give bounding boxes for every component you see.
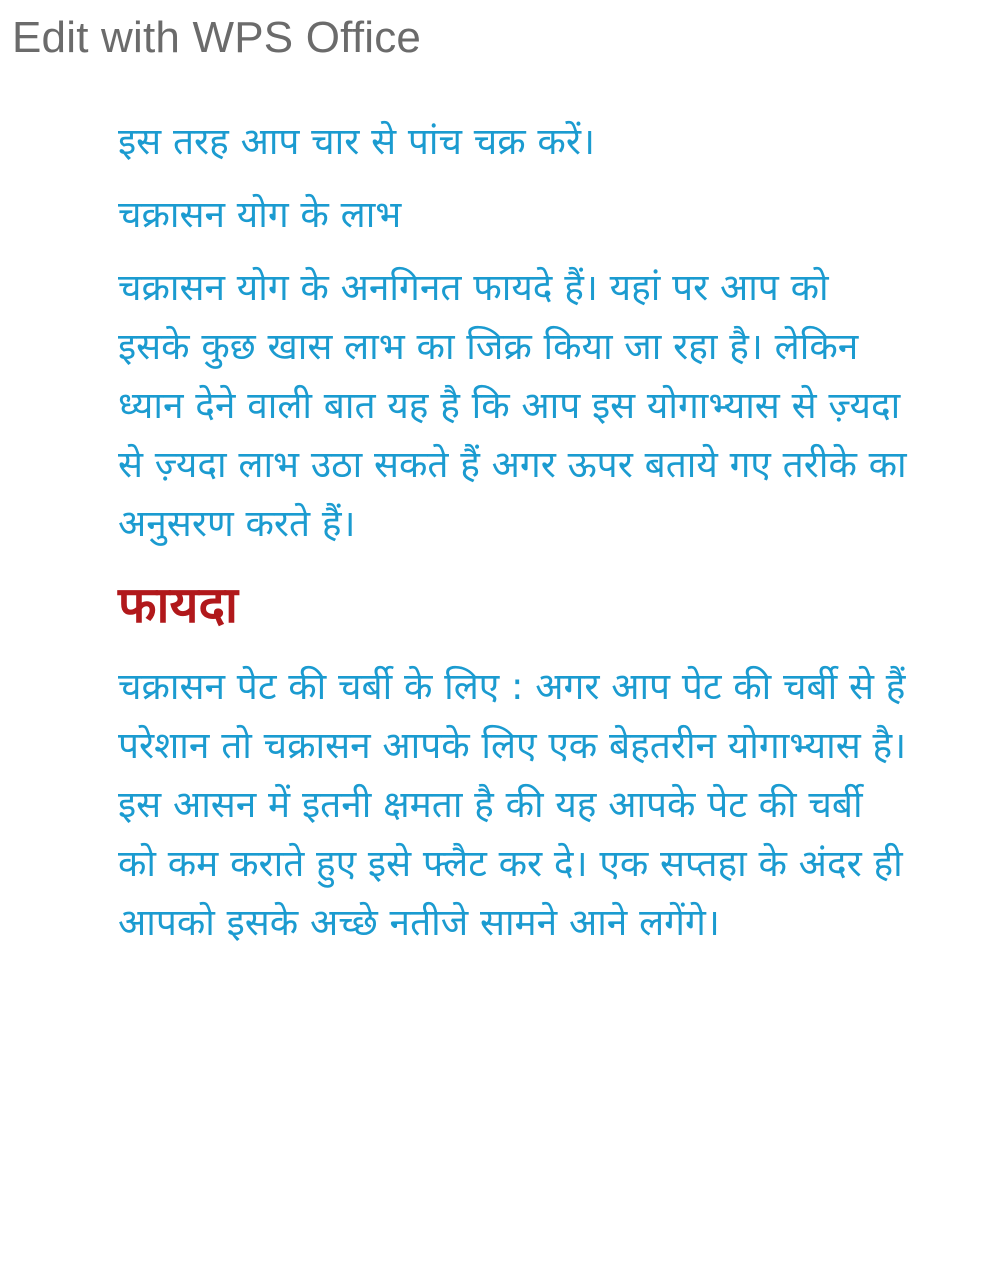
wps-watermark: Edit with WPS Office (12, 13, 422, 62)
benefits-intro-paragraph: चक्रासन योग के अनगिनत फायदे हैं। यहां पर आप को इसके कुछ खास लाभ का जिक्र किया जा रहा है। लेकिन ध्यान देने वाली बात यह है कि आप इस योगाभ्यास से ज़्यदा से ज़्यदा लाभ उठा सकते हैं अगर ऊपर बताये गए तरीके का अनुसरण करते हैं। (118, 266, 907, 545)
instruction-line: इस तरह आप चार से पांच चक्र करें। (118, 120, 596, 163)
belly-fat-paragraph: चक्रासन पेट की चर्बी के लिए : अगर आप पेट की चर्बी से हैं परेशान तो चक्रासन आपके लिए एक बेहतरीन योगाभ्यास है। इस आसन में इतनी क्षमता है की यह आपके पेट की चर्बी को कम कराते हुए इसे फ्लैट कर दे। एक सप्तहा के अंदर ही आपको इसके अच्छे नतीजे सामने आने लगेंगे। (118, 665, 907, 944)
section-heading: फायदा (118, 576, 238, 634)
benefits-subtitle: चक्रासन योग के लाभ (118, 193, 402, 236)
document-body (118, 112, 908, 966)
